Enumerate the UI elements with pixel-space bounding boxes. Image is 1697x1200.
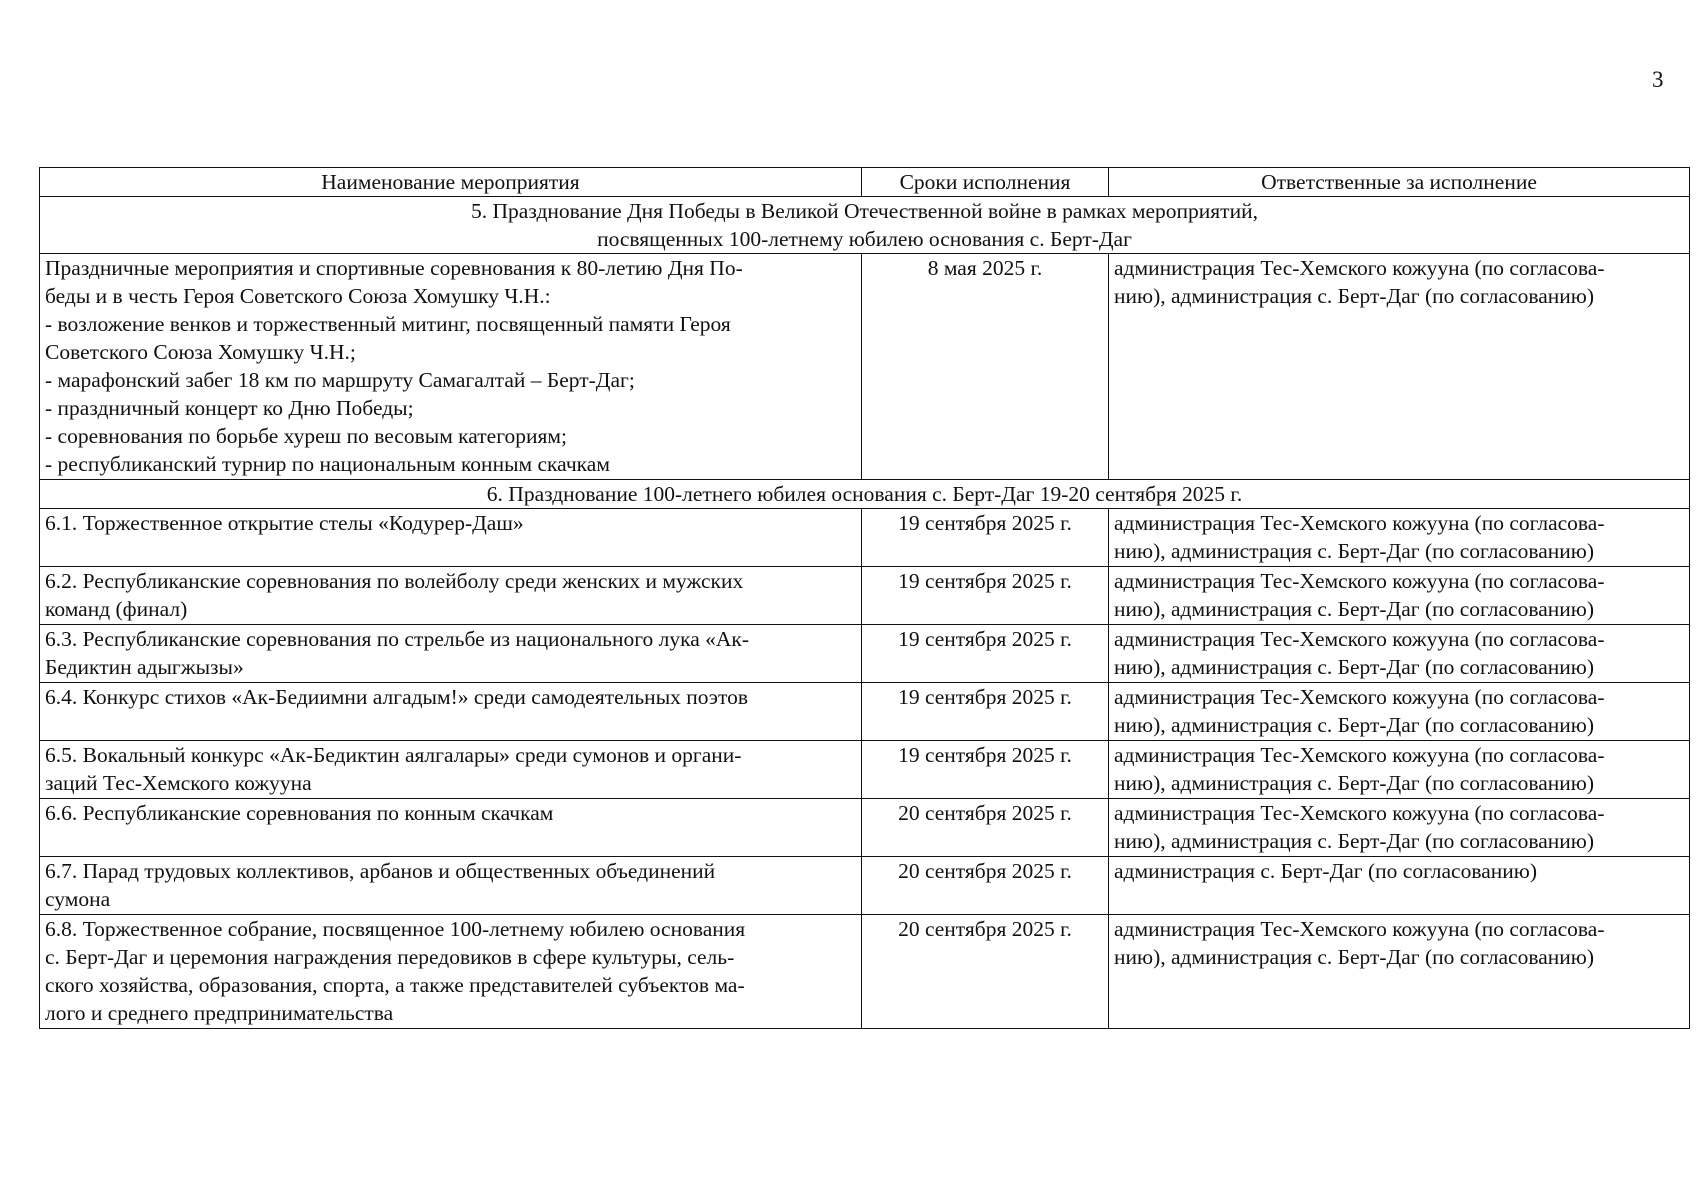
responsible-line: администрация Тес-Хемского кожууна (по согласова- [1114, 511, 1605, 535]
table-row [40, 799, 1690, 857]
responsible-line: нию), администрация с. Берт-Даг (по согласованию) [1114, 539, 1594, 563]
responsible-line: администрация Тес-Хемского кожууна (по согласова- [1114, 256, 1605, 280]
event-name-cell [40, 683, 862, 741]
responsible-line: нию), администрация с. Берт-Даг (по согласованию) [1114, 771, 1594, 795]
event-name-line: Праздничные мероприятия и спортивные соревнования к 80-летию Дня По- [45, 256, 743, 280]
event-name-line: - возложение венков и торжественный митинг, посвященный памяти Героя [45, 312, 731, 336]
event-name-cell [40, 857, 862, 915]
event-name-cell [40, 625, 862, 683]
responsible-line: нию), администрация с. Берт-Даг (по согласованию) [1114, 713, 1594, 737]
section-5-heading [40, 197, 1690, 254]
event-responsible-cell [1109, 625, 1690, 683]
event-name-line: 6.4. Конкурс стихов «Ак-Бедиимни алгадым!» среди самодеятельных поэтов [45, 685, 749, 709]
event-name-line: лого и среднего предпринимательства [45, 1001, 394, 1025]
responsible-line: администрация с. Берт-Даг (по согласованию) [1114, 859, 1537, 883]
table-row [40, 254, 1690, 480]
event-name-line: 6.5. Вокальный конкурс «Ак-Бедиктин аялгалары» среди сумонов и органи- [45, 743, 742, 767]
event-name-cell [40, 915, 862, 1029]
event-name-line: Бедиктин адыгжызы» [45, 655, 244, 679]
responsible-line: администрация Тес-Хемского кожууна (по согласова- [1114, 917, 1605, 941]
responsible-line: нию), администрация с. Берт-Даг (по согласованию) [1114, 655, 1594, 679]
event-name-line: 6.1. Торжественное открытие стелы «Кодурер-Даш» [45, 511, 524, 535]
event-name-line: - соревнования по борьбе хуреш по весовым категориям; [45, 424, 567, 448]
event-name-line: команд (финал) [45, 597, 188, 621]
responsible-line: нию), администрация с. Берт-Даг (по согласованию) [1114, 945, 1594, 969]
section-6-heading: 6. Празднование 100-летнего юбилея основания с. Берт-Даг 19-20 сентября 2025 г. [40, 480, 1690, 509]
event-term-cell: 19 сентября 2025 г. [862, 567, 1109, 625]
event-name-line: беды и в честь Героя Советского Союза Хомушку Ч.Н.: [45, 284, 551, 308]
responsible-line: администрация Тес-Хемского кожууна (по согласова- [1114, 743, 1605, 767]
responsible-line: нию), администрация с. Берт-Даг (по согласованию) [1114, 284, 1594, 308]
event-name-line: Советского Союза Хомушку Ч.Н.; [45, 340, 356, 364]
responsible-line: администрация Тес-Хемского кожууна (по согласова- [1114, 627, 1605, 651]
event-responsible-cell [1109, 567, 1690, 625]
event-name-cell [40, 254, 862, 480]
event-name-cell [40, 799, 862, 857]
event-term-cell: 19 сентября 2025 г. [862, 741, 1109, 799]
responsible-line: администрация Тес-Хемского кожууна (по согласова- [1114, 569, 1605, 593]
responsible-line: администрация Тес-Хемского кожууна (по согласова- [1114, 801, 1605, 825]
event-name-line: ского хозяйства, образования, спорта, а также представителей субъектов ма- [45, 973, 745, 997]
table-row [40, 625, 1690, 683]
event-term-cell: 19 сентября 2025 г. [862, 509, 1109, 567]
table-row [40, 567, 1690, 625]
event-responsible-cell [1109, 857, 1690, 915]
table-row [40, 741, 1690, 799]
responsible-line: администрация Тес-Хемского кожууна (по согласова- [1114, 685, 1605, 709]
event-responsible-cell [1109, 509, 1690, 567]
section-5-title-line-1: 5. Празднование Дня Победы в Великой Отечественной войне в рамках мероприятий, [471, 199, 1258, 223]
event-term-cell: 20 сентября 2025 г. [862, 857, 1109, 915]
event-responsible-cell [1109, 915, 1690, 1029]
event-responsible-cell [1109, 799, 1690, 857]
section-6-heading-row [40, 480, 1690, 509]
table-row [40, 683, 1690, 741]
event-responsible-cell [1109, 254, 1690, 480]
event-name-line: 6.7. Парад трудовых коллективов, арбанов и общественных объединений [45, 859, 716, 883]
event-name-cell [40, 741, 862, 799]
event-name-line: - праздничный концерт ко Дню Победы; [45, 396, 414, 420]
event-name-line: 6.8. Торжественное собрание, посвященное 100-летнему юбилею основания [45, 917, 746, 941]
section-5-heading-row [40, 197, 1690, 254]
event-responsible-cell [1109, 741, 1690, 799]
event-name-line: 6.2. Республиканские соревнования по волейболу среди женских и мужских [45, 569, 744, 593]
event-term-cell: 19 сентября 2025 г. [862, 625, 1109, 683]
event-term-cell: 20 сентября 2025 г. [862, 799, 1109, 857]
section-5-title-line-2: посвященных 100-летнему юбилею основания с. Берт-Даг [597, 227, 1132, 251]
responsible-line: нию), администрация с. Берт-Даг (по согласованию) [1114, 597, 1594, 621]
event-name-cell [40, 509, 862, 567]
event-name-line: - марафонский забег 18 км по маршруту Самагалтай – Берт-Даг; [45, 368, 635, 392]
page-number: 3 [1652, 67, 1664, 92]
event-name-cell [40, 567, 862, 625]
column-header-name: Наименование мероприятия [40, 168, 862, 197]
event-name-line: сумона [45, 887, 111, 911]
event-term-cell: 20 сентября 2025 г. [862, 915, 1109, 1029]
event-term-cell: 19 сентября 2025 г. [862, 683, 1109, 741]
table-header-row [40, 168, 1690, 197]
event-responsible-cell [1109, 683, 1690, 741]
column-header-term: Сроки исполнения [862, 168, 1109, 197]
event-name-line: - республиканский турнир по национальным конным скачкам [45, 452, 610, 476]
event-name-line: 6.6. Республиканские соревнования по конным скачкам [45, 801, 554, 825]
responsible-line: нию), администрация с. Берт-Даг (по согласованию) [1114, 829, 1594, 853]
event-name-line: 6.3. Республиканские соревнования по стрельбе из национального лука «Ак- [45, 627, 750, 651]
events-table [39, 167, 1690, 1029]
event-name-line: заций Тес-Хемского кожууна [45, 771, 312, 795]
table-row [40, 857, 1690, 915]
table-row [40, 509, 1690, 567]
table-row [40, 915, 1690, 1029]
event-name-line: с. Берт-Даг и церемония награждения передовиков в сфере культуры, сель- [45, 945, 735, 969]
column-header-responsible: Ответственные за исполнение [1109, 168, 1690, 197]
event-term-cell: 8 мая 2025 г. [862, 254, 1109, 480]
